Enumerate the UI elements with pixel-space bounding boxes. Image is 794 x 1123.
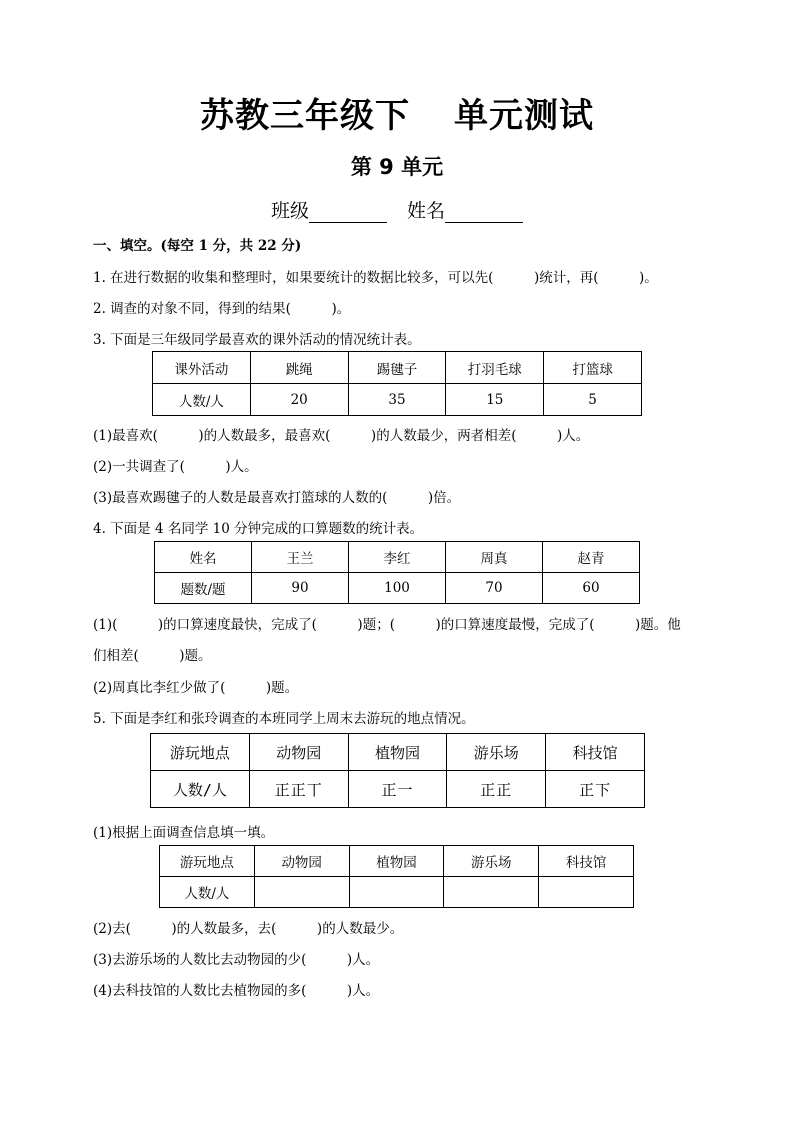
table-cell: 赵青 [543,542,640,573]
table-cell: 科技馆 [539,846,634,877]
table-cell: 100 [349,573,446,604]
tally-table [150,733,645,808]
table-cell: 课外活动 [153,352,251,384]
question-1: 1. 在进行数据的收集和整理时，如果要统计的数据比较多，可以先( )统计，再( )。 [93,270,658,286]
class-name-line [0,196,794,223]
table-cell: 游玩地点 [160,846,255,877]
table-cell: 5 [544,384,642,416]
table-cell: 90 [252,573,349,604]
table-header-row [160,846,634,877]
question-4-sub-2: (2)周真比李红少做了( )题。 [93,680,299,696]
question-4-sub-1-line-1: (1)( )的口算速度最快，完成了( )题；( )的口算速度最慢，完成了( )题。他 [93,617,681,633]
table-cell: 70 [446,573,543,604]
table-cell: 人数/人 [151,771,250,808]
table-row [151,771,645,808]
question-5-sub-3: (3)去游乐场的人数比去动物园的少( )人。 [93,952,380,968]
table-cell: 人数/人 [160,877,255,908]
table-cell: 李红 [349,542,446,573]
table-row [160,877,634,908]
name-label: 姓名 [407,200,446,222]
question-3-sub-2: (2)一共调查了( )人。 [93,459,258,475]
question-4-intro: 4. 下面是 4 名同学 10 分钟完成的口算题数的统计表。 [93,521,424,537]
table-cell: 动物园 [254,846,349,877]
question-5-intro: 5. 下面是李红和张玲调查的本班同学上周末去游玩的地点情况。 [93,711,475,727]
table-row [155,573,640,604]
answer-cell[interactable] [349,877,444,908]
question-3-sub-1: (1)最喜欢( )的人数最多，最喜欢( )的人数最少，两者相差( )人。 [93,428,590,444]
table-cell: 踢毽子 [348,352,446,384]
table-cell: 35 [348,384,446,416]
table-header-row [151,734,645,771]
table-cell: 游乐场 [447,734,546,771]
table-cell: 游玩地点 [151,734,250,771]
tally-cell: 正正丅 [249,771,348,808]
table-header-row [155,542,640,573]
answer-cell[interactable] [444,877,539,908]
section-heading: 一、填空。(每空 1 分，共 22 分) [93,238,302,254]
question-5-sub-2: (2)去( )的人数最多，去( )的人数最少。 [93,921,404,937]
table-row [153,384,642,416]
answer-cell[interactable] [539,877,634,908]
fill-table [159,845,634,908]
table-cell: 姓名 [155,542,252,573]
tally-cell: 正正 [447,771,546,808]
tally-cell: 正下 [546,771,645,808]
table-cell: 王兰 [252,542,349,573]
activity-table [152,351,642,416]
title-left: 苏教三年级下 [200,96,410,136]
table-cell: 15 [446,384,544,416]
page-title [0,88,794,137]
tally-cell: 正一 [348,771,447,808]
name-field[interactable] [445,204,523,223]
table-cell: 游乐场 [444,846,539,877]
class-field[interactable] [309,204,387,223]
calc-table [154,541,640,604]
table-cell: 题数/题 [155,573,252,604]
table-cell: 科技馆 [546,734,645,771]
title-right: 单元测试 [454,96,594,136]
question-3-sub-3: (3)最喜欢踢毽子的人数是最喜欢打篮球的人数的( )倍。 [93,490,461,506]
answer-cell[interactable] [254,877,349,908]
table-header-row [153,352,642,384]
table-cell: 打篮球 [544,352,642,384]
table-cell: 人数/人 [153,384,251,416]
question-5-sub-4: (4)去科技馆的人数比去植物园的多( )人。 [93,983,380,999]
question-3-intro: 3. 下面是三年级同学最喜欢的课外活动的情况统计表。 [93,332,421,348]
table-cell: 植物园 [348,734,447,771]
table-cell: 60 [543,573,640,604]
table-cell: 跳绳 [250,352,348,384]
class-label: 班级 [270,200,309,222]
question-5-sub-1: (1)根据上面调查信息填一填。 [93,825,275,841]
question-4-sub-1-line-2: 们相差( )题。 [93,648,212,664]
table-cell: 植物园 [349,846,444,877]
table-cell: 周真 [446,542,543,573]
table-cell: 打羽毛球 [446,352,544,384]
question-2: 2. 调查的对象不同，得到的结果( )。 [93,301,351,317]
table-cell: 20 [250,384,348,416]
table-cell: 动物园 [249,734,348,771]
unit-heading: 第 9 单元 [350,155,444,179]
